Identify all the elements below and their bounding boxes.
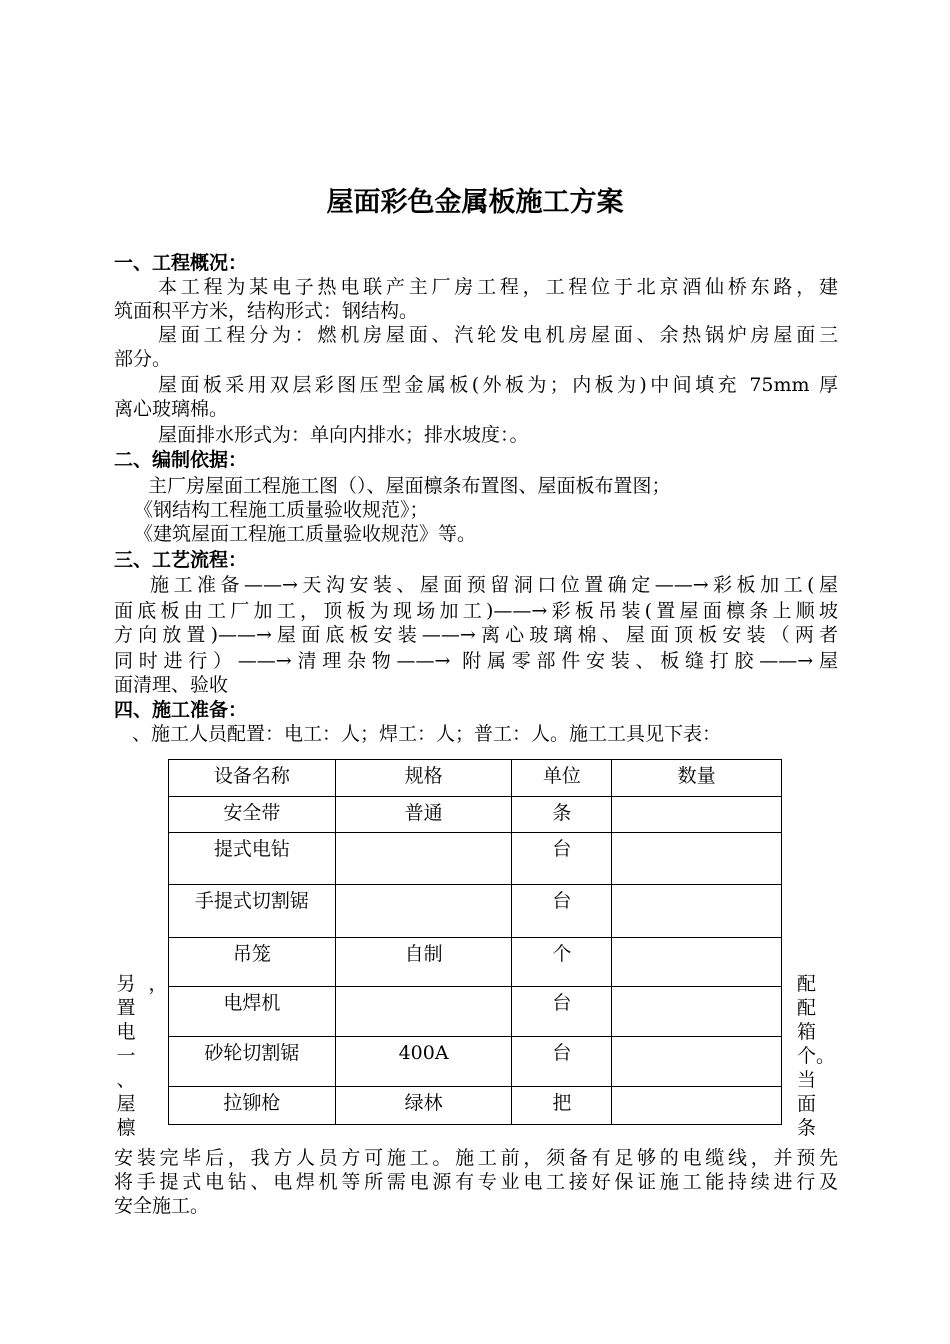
paragraph-line: 、施工人员配置：电工：人；焊工：人；普工：人。施工工具见下表： [132,723,722,745]
paragraph-line: 屋面工程分为：燃机房屋面、汽轮发电机房屋面、余热锅炉房屋面三 [158,324,838,346]
table-cell: 台 [512,987,612,1037]
paragraph-line: 本工程为某电子热电联产主厂房工程，工程位于北京酒仙桥东路，建 [158,276,838,298]
table-cell: 把 [512,1087,612,1125]
paragraph-line: 方向放置)——→屋面底板安装——→离心玻璃棉、屋面顶板安装（两者 [114,624,838,646]
table-cell [335,833,512,885]
section-heading-preparation: 四、施工准备： [114,699,248,721]
paragraph-line: 部分。 [114,348,172,370]
table-header-cell: 数量 [612,760,782,797]
paragraph-line: 将手提式电钻、电焊机等所需电源有专业电工接好保证施工能持续进行及 [114,1171,838,1193]
table-row [169,1087,782,1125]
table-cell: 普通 [335,797,512,833]
paragraph-line: 屋面板采用双层彩图压型金属板(外板为；内板为)中间填充 75mm 厚 [158,374,838,396]
table-cell [335,987,512,1037]
side-text-right: 配 配 箱 个。 当 面 条 [797,973,836,1139]
table-cell [612,833,782,885]
section-heading-basis: 二、编制依据： [114,449,248,471]
table-cell: 台 [512,833,612,885]
table-header-row [169,760,782,797]
table-cell: 台 [512,885,612,938]
paragraph-line: 屋面排水形式为：单向内排水；排水坡度：。 [158,424,529,446]
section-heading-process: 三、工艺流程： [114,549,248,571]
table-row [169,1037,782,1087]
table-header-cell: 设备名称 [169,760,336,797]
table-cell: 个 [512,938,612,987]
paragraph-line: 安全施工。 [114,1195,210,1217]
section-heading-overview: 一、工程概况： [114,252,248,274]
paragraph-line: 面清理、验收 [114,674,229,696]
table-cell: 吊笼 [169,938,336,987]
table-row [169,833,782,885]
paragraph-line: 安装完毕后，我方人员方可施工。施工前，须备有足够的电缆线，并预先 [114,1147,838,1169]
side-text-left-2: ， [148,973,168,995]
table-cell [612,1037,782,1087]
table-cell: 拉铆枪 [169,1087,336,1125]
table-row [169,938,782,987]
paragraph-line: 面底板由工厂加工，顶板为现场加工)——→彩板吊装(置屋面檩条上顺坡 [114,600,838,622]
tools-table [168,759,782,1125]
table-cell: 安全带 [169,797,336,833]
side-text-left: 另 置 电 一 、 屋 檩 [116,973,136,1139]
table-cell: 砂轮切割锯 [169,1037,336,1087]
table-header-cell: 规格 [335,760,512,797]
table-cell [612,938,782,987]
paragraph-line: 施工准备——→天沟安装、屋面预留洞口位置确定——→彩板加工(屋 [150,574,838,596]
table-cell: 条 [512,797,612,833]
table-row [169,885,782,938]
table-cell [612,1087,782,1125]
table-cell [612,797,782,833]
table-cell: 绿林 [335,1087,512,1125]
table-cell [612,987,782,1037]
paragraph-line: 同时进行）——→清理杂物——→ 附属零部件安装、板缝打胶——→屋 [114,650,838,672]
table-header-cell: 单位 [512,760,612,797]
table-cell: 台 [512,1037,612,1087]
paragraph-line: 离心玻璃棉。 [114,398,229,420]
table-cell [612,885,782,938]
table-cell: 手提式切割锯 [169,885,336,938]
paragraph-line: 《建筑屋面工程施工质量验收规范》等。 [134,523,477,545]
table-cell: 提式电钻 [169,833,336,885]
table-cell: 电焊机 [169,987,336,1037]
table-cell: 自制 [335,938,512,987]
table-cell [335,885,512,938]
table-row [169,987,782,1037]
document-title: 屋面彩色金属板施工方案 [326,187,624,218]
paragraph-line: 《钢结构工程施工质量验收规范》； [134,499,429,521]
table-row [169,797,782,833]
paragraph-line: 筑面积平方米，结构形式：钢结构。 [114,300,419,322]
paragraph-line: 主厂房屋面工程施工图（）、屋面檩条布置图、屋面板布置图； [148,475,671,497]
table-cell: 400A [335,1037,512,1087]
